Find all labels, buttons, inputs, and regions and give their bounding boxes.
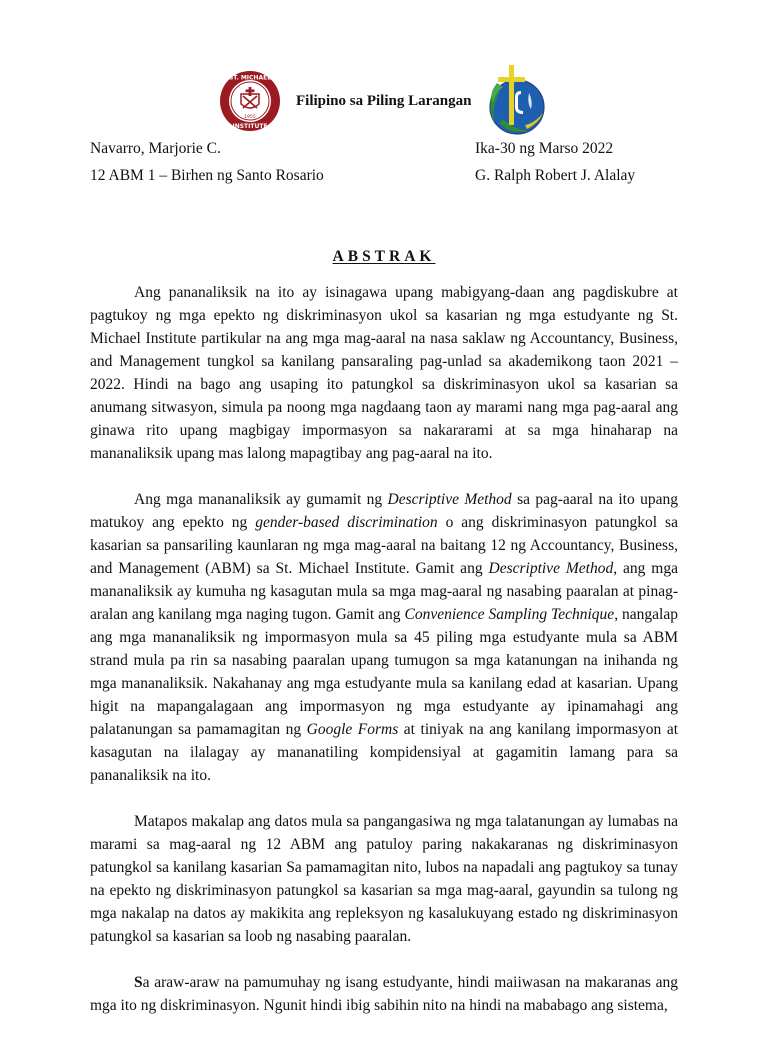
subject-title: Filipino sa Piling Larangan: [296, 93, 472, 109]
p2-text-1: Ang mga mananaliksik ay gumamit ng: [134, 491, 388, 508]
p2-italic-2: gender-based discrimination: [255, 514, 438, 531]
author-name: Navarro, Marjorie C.: [90, 140, 221, 157]
school-seal-logo: [219, 70, 281, 132]
section-name: 12 ABM 1 – Birhen ng Santo Rosario: [90, 167, 324, 184]
abstract-paragraph-4: [90, 971, 678, 1017]
p2-text-4: , ang mga mananaliksik ay kumuha ng kasagutan mula sa mga mag-aaral ng nasabing paaralan at pinag-aralan ang kanilang mga naging tugon. Gamit ang: [90, 560, 678, 623]
p2-text-3: o ang diskriminasyon patungkol sa kasarian sa pansariling kaunlaran ng mga mag-aaral na baitang 12 ng Accountancy, Business, and Management (ABM) sa St. Michael Institute. Gamit ang: [90, 514, 678, 577]
abstract-paragraph-2: [90, 488, 678, 787]
teacher-name: G. Ralph Robert J. Alalay: [475, 167, 636, 184]
seal-bottom-text: INSTITUTE: [232, 123, 268, 130]
seal-year-text: 1955: [244, 115, 256, 120]
abstract-heading-text: ABSTRAK: [332, 248, 436, 265]
submission-date: Ika-30 ng Marso 2022: [475, 140, 614, 157]
p2-italic-5: Google Forms: [306, 721, 399, 738]
p2-italic-3: Descriptive Method: [488, 560, 614, 577]
cross-globe-logo: [481, 63, 547, 137]
abstract-paragraph-1: Ang pananaliksik na ito ay isinagawa upang mabigyang-daan ang pagdiskubre at pagtukoy ng mga epekto ng diskriminasyon ukol sa kasarian ng mga estudyante ng St. Michael Institute partikular na ang mga mag-aaral na nasa saklaw ng Accountancy, Business, and Management tungkol sa kanilang pansaraling pag-unlad sa akademikong taon 2021 – 2022. Hindi na bago ang usaping ito patungkol sa diskriminasyon ukol sa kasarian sa anumang sitwasyon, simula pa noong mga nagdaang taon ay marami nang mga pag-aaral ang ginawa rito upang magbigay impormasyon sa nakararami at sa mga hinaharap na mananaliksik upang mas lalong mapagtibay ang pag-aaral na ito.: [90, 284, 678, 462]
p2-italic-1: Descriptive Method: [387, 491, 512, 508]
abstract-heading: [0, 248, 768, 266]
p2-text-5: , nangalap ang mga mananaliksik ng impormasyon mula sa 45 piling mga estudyante mula sa ABM strand mula pa rin sa nasabing paaralan upang tumugon sa mga katanungan na inihanda ng mga mananaliksik. Nakahanay ang mga estudyante mula sa kanilang edad at kasarian. Upang higit na mapangalagaan ang impormasyon ng mga estudyante ay ipinamahagi ang palatanungan sa pamamagitan ng: [90, 606, 678, 738]
abstract-body: [90, 281, 678, 1040]
p4-text: a araw-araw na pamumuhay ng isang estudyante, hindi maiiwasan na makaranas ang mga ito ng diskriminasyon. Ngunit hindi ibig sabihin nito na hindi na mababago ang sistema,: [90, 974, 678, 1014]
p2-text-6: at tiniyak na ang kanilang impormasyon at kasagutan na ilalagay ay mananatiling kompidensiyal at gagamitin lamang para sa pananaliksik na ito.: [90, 721, 678, 784]
seal-top-text: ST. MICHAEL: [228, 74, 272, 82]
abstract-paragraph-3: Matapos makalap ang datos mula sa pangangasiwa ng mga talatanungan ay lumabas na marami sa mag-aaral ng 12 ABM ang patuloy paring nakakaranas ng diskriminasyon patungkol sa kanilang kasarian Sa pamamagitan nito, lubos na napadali ang pagtukoy sa tunay na epekto ng diskriminasyon patungkol sa kasarian sa mga mag-aaral, gayundin sa tulong ng mga nakalap na datos ay makikita ang repleksyon ng kasalukuyang estado ng diskriminasyon patungkol sa kasarian sa loob ng nasabing paaralan.: [90, 813, 678, 945]
p4-dropcap: S: [134, 974, 143, 991]
p2-text-2: sa pag-aaral na ito upang matukoy ang epekto ng: [90, 491, 678, 531]
p2-italic-4: Convenience Sampling Technique: [404, 606, 615, 623]
